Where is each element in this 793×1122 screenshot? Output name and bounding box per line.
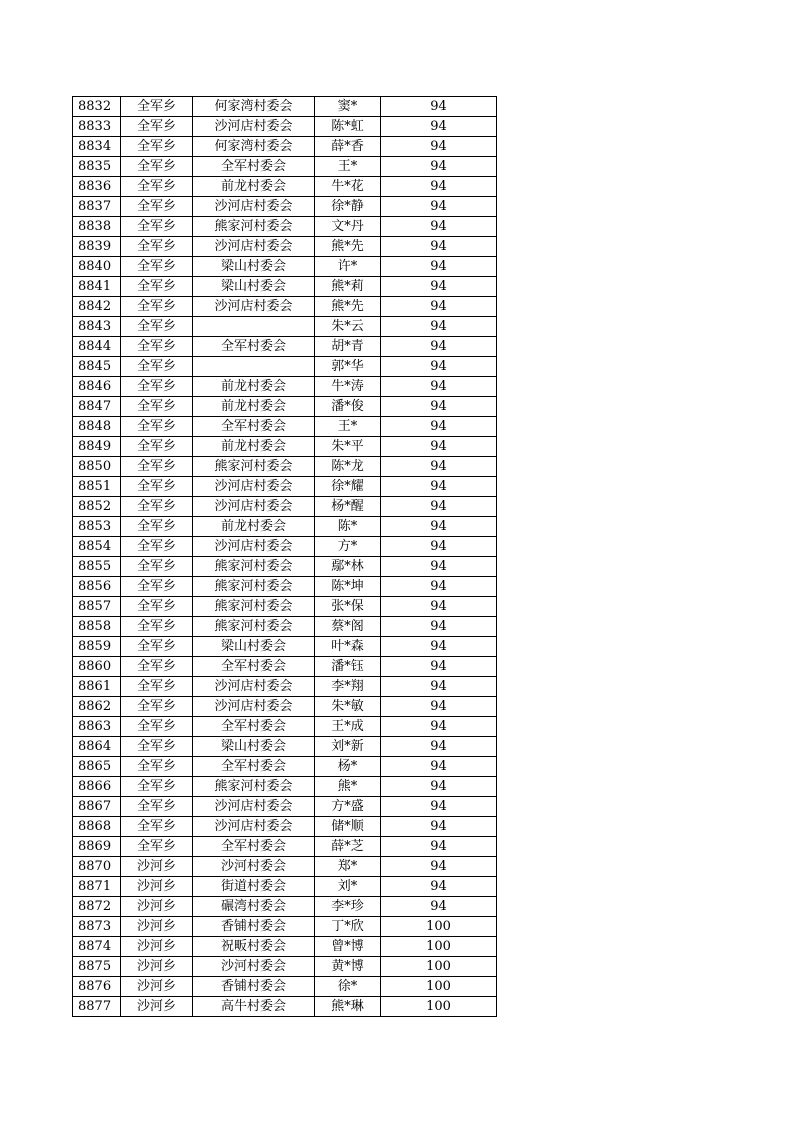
name-cell: 陈*坤 (315, 577, 381, 597)
row-number-cell: 8857 (73, 597, 121, 617)
name-cell: 叶*森 (315, 637, 381, 657)
table-row (73, 477, 497, 497)
row-number-cell: 8837 (73, 197, 121, 217)
table-row (73, 757, 497, 777)
village-committee-cell: 熊家河村委会 (193, 457, 315, 477)
name-cell: 张*保 (315, 597, 381, 617)
name-cell: 徐*静 (315, 197, 381, 217)
row-number-cell: 8836 (73, 177, 121, 197)
township-cell: 全军乡 (121, 797, 193, 817)
township-cell: 全军乡 (121, 637, 193, 657)
name-cell: 薛*芝 (315, 837, 381, 857)
row-number-cell: 8852 (73, 497, 121, 517)
village-committee-cell: 祝畈村委会 (193, 937, 315, 957)
score-cell: 94 (381, 877, 497, 897)
village-committee-cell: 前龙村委会 (193, 377, 315, 397)
village-committee-cell: 何家湾村委会 (193, 137, 315, 157)
name-cell: 刘*新 (315, 737, 381, 757)
row-number-cell: 8866 (73, 777, 121, 797)
name-cell: 熊*莉 (315, 277, 381, 297)
village-committee-cell: 沙河村委会 (193, 857, 315, 877)
score-cell: 94 (381, 457, 497, 477)
row-number-cell: 8864 (73, 737, 121, 757)
table-row (73, 637, 497, 657)
score-cell: 94 (381, 717, 497, 737)
village-committee-cell: 熊家河村委会 (193, 617, 315, 637)
row-number-cell: 8853 (73, 517, 121, 537)
score-cell: 94 (381, 617, 497, 637)
row-number-cell: 8858 (73, 617, 121, 637)
score-cell: 94 (381, 117, 497, 137)
village-committee-cell: 梁山村委会 (193, 637, 315, 657)
row-number-cell: 8875 (73, 957, 121, 977)
township-cell: 全军乡 (121, 677, 193, 697)
table-row (73, 197, 497, 217)
township-cell: 全军乡 (121, 157, 193, 177)
score-cell: 94 (381, 437, 497, 457)
township-cell: 沙河乡 (121, 877, 193, 897)
row-number-cell: 8847 (73, 397, 121, 417)
table-row (73, 917, 497, 937)
table-row (73, 337, 497, 357)
township-cell: 全军乡 (121, 777, 193, 797)
row-number-cell: 8844 (73, 337, 121, 357)
village-committee-cell: 全军村委会 (193, 757, 315, 777)
township-cell: 全军乡 (121, 757, 193, 777)
township-cell: 全军乡 (121, 697, 193, 717)
township-cell: 全军乡 (121, 197, 193, 217)
table-row (73, 257, 497, 277)
table-row (73, 497, 497, 517)
township-cell: 全军乡 (121, 257, 193, 277)
township-cell: 全军乡 (121, 417, 193, 437)
name-cell: 潘*俊 (315, 397, 381, 417)
table-row (73, 697, 497, 717)
township-cell: 全军乡 (121, 657, 193, 677)
row-number-cell: 8846 (73, 377, 121, 397)
table-row (73, 537, 497, 557)
row-number-cell: 8860 (73, 657, 121, 677)
score-cell: 94 (381, 557, 497, 577)
score-cell: 94 (381, 217, 497, 237)
village-committee-cell: 何家湾村委会 (193, 97, 315, 117)
village-committee-cell: 梁山村委会 (193, 737, 315, 757)
row-number-cell: 8849 (73, 437, 121, 457)
table-row (73, 177, 497, 197)
village-committee-cell: 香铺村委会 (193, 977, 315, 997)
table-row (73, 997, 497, 1017)
village-committee-cell: 熊家河村委会 (193, 597, 315, 617)
township-cell: 全军乡 (121, 537, 193, 557)
table-row (73, 397, 497, 417)
table-row (73, 777, 497, 797)
score-cell: 94 (381, 577, 497, 597)
score-cell: 94 (381, 837, 497, 857)
table-row (73, 677, 497, 697)
row-number-cell: 8850 (73, 457, 121, 477)
score-cell: 100 (381, 937, 497, 957)
table-row (73, 297, 497, 317)
village-committee-cell: 全军村委会 (193, 657, 315, 677)
table-row (73, 837, 497, 857)
name-cell: 潘*钰 (315, 657, 381, 677)
table-row (73, 217, 497, 237)
records-table (72, 96, 497, 1017)
table-row (73, 577, 497, 597)
village-committee-cell: 前龙村委会 (193, 397, 315, 417)
name-cell: 朱*云 (315, 317, 381, 337)
row-number-cell: 8859 (73, 637, 121, 657)
township-cell: 全军乡 (121, 837, 193, 857)
name-cell: 徐*耀 (315, 477, 381, 497)
name-cell: 文*丹 (315, 217, 381, 237)
township-cell: 全军乡 (121, 717, 193, 737)
table-row (73, 717, 497, 737)
township-cell: 全军乡 (121, 277, 193, 297)
score-cell: 94 (381, 357, 497, 377)
score-cell: 94 (381, 157, 497, 177)
village-committee-cell: 沙河店村委会 (193, 537, 315, 557)
village-committee-cell: 高牛村委会 (193, 997, 315, 1017)
village-committee-cell: 熊家河村委会 (193, 217, 315, 237)
village-committee-cell: 全军村委会 (193, 837, 315, 857)
township-cell: 沙河乡 (121, 977, 193, 997)
score-cell: 94 (381, 237, 497, 257)
township-cell: 全军乡 (121, 217, 193, 237)
score-cell: 94 (381, 817, 497, 837)
table-row (73, 857, 497, 877)
row-number-cell: 8855 (73, 557, 121, 577)
row-number-cell: 8848 (73, 417, 121, 437)
township-cell: 全军乡 (121, 137, 193, 157)
records-table-body (73, 97, 497, 1017)
name-cell: 陈*龙 (315, 457, 381, 477)
table-row (73, 97, 497, 117)
table-row (73, 437, 497, 457)
name-cell: 李*翔 (315, 677, 381, 697)
village-committee-cell: 沙河村委会 (193, 957, 315, 977)
row-number-cell: 8854 (73, 537, 121, 557)
township-cell: 全军乡 (121, 597, 193, 617)
score-cell: 94 (381, 657, 497, 677)
name-cell: 郑* (315, 857, 381, 877)
township-cell: 全军乡 (121, 177, 193, 197)
row-number-cell: 8838 (73, 217, 121, 237)
table-row (73, 377, 497, 397)
name-cell: 熊*先 (315, 297, 381, 317)
village-committee-cell: 前龙村委会 (193, 177, 315, 197)
village-committee-cell: 沙河店村委会 (193, 237, 315, 257)
township-cell: 全军乡 (121, 497, 193, 517)
name-cell: 李*珍 (315, 897, 381, 917)
table-row (73, 277, 497, 297)
row-number-cell: 8862 (73, 697, 121, 717)
name-cell: 杨*醒 (315, 497, 381, 517)
village-committee-cell: 梁山村委会 (193, 277, 315, 297)
score-cell: 100 (381, 997, 497, 1017)
row-number-cell: 8833 (73, 117, 121, 137)
score-cell: 94 (381, 197, 497, 217)
name-cell: 黄*博 (315, 957, 381, 977)
name-cell: 丁*欣 (315, 917, 381, 937)
row-number-cell: 8868 (73, 817, 121, 837)
table-row (73, 157, 497, 177)
name-cell: 陈* (315, 517, 381, 537)
name-cell: 徐* (315, 977, 381, 997)
row-number-cell: 8845 (73, 357, 121, 377)
row-number-cell: 8876 (73, 977, 121, 997)
table-row (73, 457, 497, 477)
score-cell: 94 (381, 477, 497, 497)
table-row (73, 737, 497, 757)
score-cell: 94 (381, 757, 497, 777)
name-cell: 方*盛 (315, 797, 381, 817)
table-row (73, 937, 497, 957)
township-cell: 全军乡 (121, 377, 193, 397)
township-cell: 全军乡 (121, 577, 193, 597)
township-cell: 全军乡 (121, 117, 193, 137)
score-cell: 94 (381, 317, 497, 337)
name-cell: 曾*博 (315, 937, 381, 957)
township-cell: 全军乡 (121, 397, 193, 417)
row-number-cell: 8867 (73, 797, 121, 817)
row-number-cell: 8851 (73, 477, 121, 497)
table-row (73, 237, 497, 257)
village-committee-cell: 全军村委会 (193, 337, 315, 357)
township-cell: 沙河乡 (121, 997, 193, 1017)
table-row (73, 517, 497, 537)
township-cell: 全军乡 (121, 357, 193, 377)
township-cell: 全军乡 (121, 437, 193, 457)
score-cell: 100 (381, 977, 497, 997)
township-cell: 全军乡 (121, 97, 193, 117)
score-cell: 94 (381, 857, 497, 877)
row-number-cell: 8861 (73, 677, 121, 697)
table-row (73, 617, 497, 637)
village-committee-cell: 碾湾村委会 (193, 897, 315, 917)
village-committee-cell (193, 357, 315, 377)
township-cell: 沙河乡 (121, 857, 193, 877)
village-committee-cell: 前龙村委会 (193, 517, 315, 537)
row-number-cell: 8870 (73, 857, 121, 877)
name-cell: 牛*涛 (315, 377, 381, 397)
name-cell: 熊* (315, 777, 381, 797)
village-committee-cell: 全军村委会 (193, 717, 315, 737)
village-committee-cell: 沙河店村委会 (193, 117, 315, 137)
name-cell: 胡*青 (315, 337, 381, 357)
village-committee-cell: 沙河店村委会 (193, 477, 315, 497)
township-cell: 全军乡 (121, 617, 193, 637)
village-committee-cell: 香铺村委会 (193, 917, 315, 937)
village-committee-cell: 沙河店村委会 (193, 817, 315, 837)
name-cell: 薛*香 (315, 137, 381, 157)
village-committee-cell: 沙河店村委会 (193, 297, 315, 317)
score-cell: 94 (381, 137, 497, 157)
township-cell: 沙河乡 (121, 937, 193, 957)
row-number-cell: 8842 (73, 297, 121, 317)
township-cell: 沙河乡 (121, 917, 193, 937)
row-number-cell: 8863 (73, 717, 121, 737)
name-cell: 王* (315, 417, 381, 437)
name-cell: 陈*虹 (315, 117, 381, 137)
row-number-cell: 8873 (73, 917, 121, 937)
row-number-cell: 8872 (73, 897, 121, 917)
name-cell: 王*成 (315, 717, 381, 737)
row-number-cell: 8874 (73, 937, 121, 957)
score-cell: 94 (381, 637, 497, 657)
name-cell: 朱*敏 (315, 697, 381, 717)
name-cell: 熊*先 (315, 237, 381, 257)
village-committee-cell: 沙河店村委会 (193, 197, 315, 217)
score-cell: 100 (381, 957, 497, 977)
row-number-cell: 8841 (73, 277, 121, 297)
township-cell: 沙河乡 (121, 897, 193, 917)
table-row (73, 417, 497, 437)
score-cell: 94 (381, 417, 497, 437)
township-cell: 全军乡 (121, 557, 193, 577)
score-cell: 94 (381, 537, 497, 557)
score-cell: 94 (381, 397, 497, 417)
score-cell: 94 (381, 97, 497, 117)
name-cell: 储*顺 (315, 817, 381, 837)
table-row (73, 897, 497, 917)
table-row (73, 557, 497, 577)
name-cell: 杨* (315, 757, 381, 777)
score-cell: 94 (381, 697, 497, 717)
score-cell: 100 (381, 917, 497, 937)
village-committee-cell: 沙河店村委会 (193, 797, 315, 817)
village-committee-cell: 梁山村委会 (193, 257, 315, 277)
village-committee-cell (193, 317, 315, 337)
village-committee-cell: 前龙村委会 (193, 437, 315, 457)
table-row (73, 657, 497, 677)
name-cell: 蔡*阁 (315, 617, 381, 637)
score-cell: 94 (381, 277, 497, 297)
row-number-cell: 8840 (73, 257, 121, 277)
score-cell: 94 (381, 257, 497, 277)
village-committee-cell: 全军村委会 (193, 417, 315, 437)
score-cell: 94 (381, 517, 497, 537)
score-cell: 94 (381, 177, 497, 197)
table-row (73, 977, 497, 997)
township-cell: 全军乡 (121, 237, 193, 257)
village-committee-cell: 熊家河村委会 (193, 577, 315, 597)
table-row (73, 877, 497, 897)
name-cell: 鄢*林 (315, 557, 381, 577)
name-cell: 熊*琳 (315, 997, 381, 1017)
score-cell: 94 (381, 677, 497, 697)
row-number-cell: 8835 (73, 157, 121, 177)
name-cell: 许* (315, 257, 381, 277)
row-number-cell: 8871 (73, 877, 121, 897)
name-cell: 朱*平 (315, 437, 381, 457)
row-number-cell: 8834 (73, 137, 121, 157)
score-cell: 94 (381, 897, 497, 917)
name-cell: 方* (315, 537, 381, 557)
township-cell: 全军乡 (121, 817, 193, 837)
score-cell: 94 (381, 777, 497, 797)
township-cell: 全军乡 (121, 317, 193, 337)
row-number-cell: 8843 (73, 317, 121, 337)
village-committee-cell: 沙河店村委会 (193, 497, 315, 517)
township-cell: 全军乡 (121, 297, 193, 317)
name-cell: 王* (315, 157, 381, 177)
score-cell: 94 (381, 737, 497, 757)
township-cell: 全军乡 (121, 517, 193, 537)
score-cell: 94 (381, 297, 497, 317)
score-cell: 94 (381, 377, 497, 397)
village-committee-cell: 熊家河村委会 (193, 777, 315, 797)
name-cell: 牛*花 (315, 177, 381, 197)
table-row (73, 137, 497, 157)
village-committee-cell: 全军村委会 (193, 157, 315, 177)
village-committee-cell: 沙河店村委会 (193, 697, 315, 717)
row-number-cell: 8865 (73, 757, 121, 777)
row-number-cell: 8869 (73, 837, 121, 857)
row-number-cell: 8856 (73, 577, 121, 597)
score-cell: 94 (381, 597, 497, 617)
row-number-cell: 8877 (73, 997, 121, 1017)
table-row (73, 817, 497, 837)
village-committee-cell: 熊家河村委会 (193, 557, 315, 577)
table-row (73, 357, 497, 377)
village-committee-cell: 街道村委会 (193, 877, 315, 897)
township-cell: 全军乡 (121, 477, 193, 497)
township-cell: 全军乡 (121, 337, 193, 357)
table-row (73, 317, 497, 337)
score-cell: 94 (381, 337, 497, 357)
village-committee-cell: 沙河店村委会 (193, 677, 315, 697)
name-cell: 刘* (315, 877, 381, 897)
score-cell: 94 (381, 797, 497, 817)
name-cell: 窦* (315, 97, 381, 117)
township-cell: 沙河乡 (121, 957, 193, 977)
name-cell: 郭*华 (315, 357, 381, 377)
township-cell: 全军乡 (121, 737, 193, 757)
score-cell: 94 (381, 497, 497, 517)
table-row (73, 597, 497, 617)
row-number-cell: 8832 (73, 97, 121, 117)
table-row (73, 117, 497, 137)
row-number-cell: 8839 (73, 237, 121, 257)
table-row (73, 957, 497, 977)
table-row (73, 797, 497, 817)
township-cell: 全军乡 (121, 457, 193, 477)
